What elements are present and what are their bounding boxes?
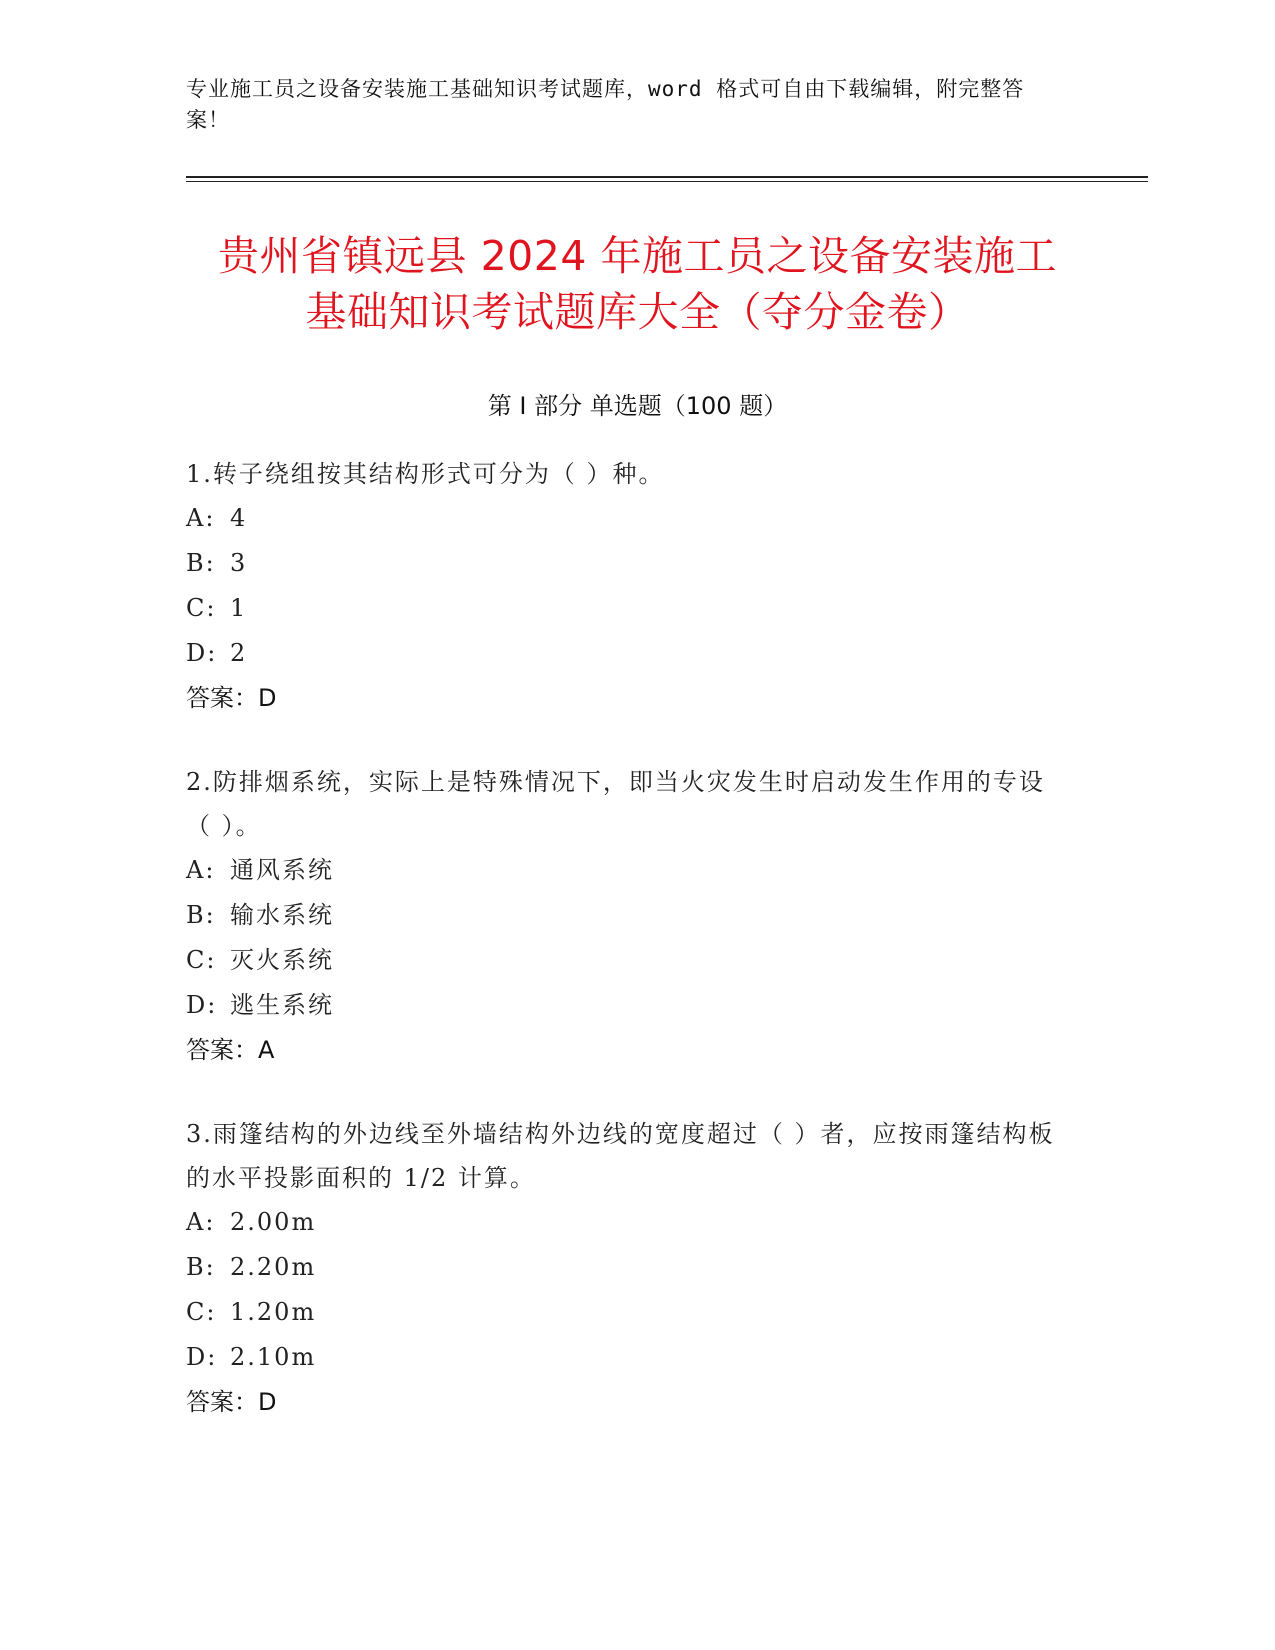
- option-c: [186, 938, 1066, 983]
- option-text: 通风系统: [230, 856, 334, 884]
- answer: 答案：A: [186, 1036, 275, 1064]
- header-note: 专业施工员之设备安装施工基础知识考试题库，word 格式可自由下载编辑，附完整答案！: [186, 77, 1025, 132]
- option-letter: C:: [186, 1298, 217, 1326]
- option-text: 4: [230, 504, 248, 532]
- option-text: 1: [230, 594, 248, 622]
- section-title: 第 I 部分 单选题（100 题）: [487, 392, 788, 420]
- option-text: 2.20m: [230, 1253, 317, 1281]
- document-title: [170, 228, 1105, 340]
- option-text: 2.00m: [230, 1208, 317, 1236]
- option-letter: B:: [186, 901, 216, 929]
- option-letter: C:: [186, 594, 217, 622]
- title-line-2: 基础知识考试题库大全（夺分金卷）: [305, 288, 970, 336]
- option-text: 逃生系统: [230, 991, 334, 1019]
- option-letter: D:: [186, 1343, 218, 1371]
- option-text: 1.20m: [230, 1298, 317, 1326]
- option-letter: D:: [186, 991, 218, 1019]
- option-text: 输水系统: [230, 901, 334, 929]
- option-text: 2.10m: [230, 1343, 317, 1371]
- option-b: [186, 1245, 1066, 1290]
- option-b: [186, 541, 1066, 586]
- question-stem: 2.防排烟系统，实际上是特殊情况下，即当火灾发生时启动发生作用的专设（ ）。: [186, 768, 1045, 840]
- option-letter: B:: [186, 549, 216, 577]
- option-letter: D:: [186, 639, 218, 667]
- option-letter: A:: [186, 1208, 216, 1236]
- option-letter: B:: [186, 1253, 216, 1281]
- answer: 答案：D: [186, 1388, 277, 1416]
- option-text: 2: [230, 639, 248, 667]
- question-stem: 1.转子绕组按其结构形式可分为（ ）种。: [186, 460, 665, 488]
- option-text: 3: [230, 549, 248, 577]
- option-letter: C:: [186, 946, 217, 974]
- question-3: [186, 1112, 1066, 1425]
- option-d: [186, 1335, 1066, 1380]
- option-d: [186, 631, 1066, 676]
- option-a: [186, 848, 1066, 893]
- header-divider: [186, 176, 1148, 178]
- option-letter: A:: [186, 856, 216, 884]
- answer: 答案：D: [186, 684, 277, 712]
- title-line-1: 贵州省镇远县 2024 年施工员之设备安装施工: [218, 232, 1057, 280]
- option-b: [186, 893, 1066, 938]
- option-c: [186, 586, 1066, 631]
- option-text: 灭火系统: [230, 946, 334, 974]
- option-letter: A:: [186, 504, 216, 532]
- question-stem: 3.雨篷结构的外边线至外墙结构外边线的宽度超过（ ）者，应按雨篷结构板的水平投影面积的 1/2 计算。: [186, 1120, 1055, 1192]
- header-divider-thin: [186, 181, 1148, 182]
- option-a: [186, 496, 1066, 541]
- option-a: [186, 1200, 1066, 1245]
- option-d: [186, 983, 1066, 1028]
- question-1: [186, 452, 1066, 721]
- option-c: [186, 1290, 1066, 1335]
- question-2: [186, 760, 1066, 1073]
